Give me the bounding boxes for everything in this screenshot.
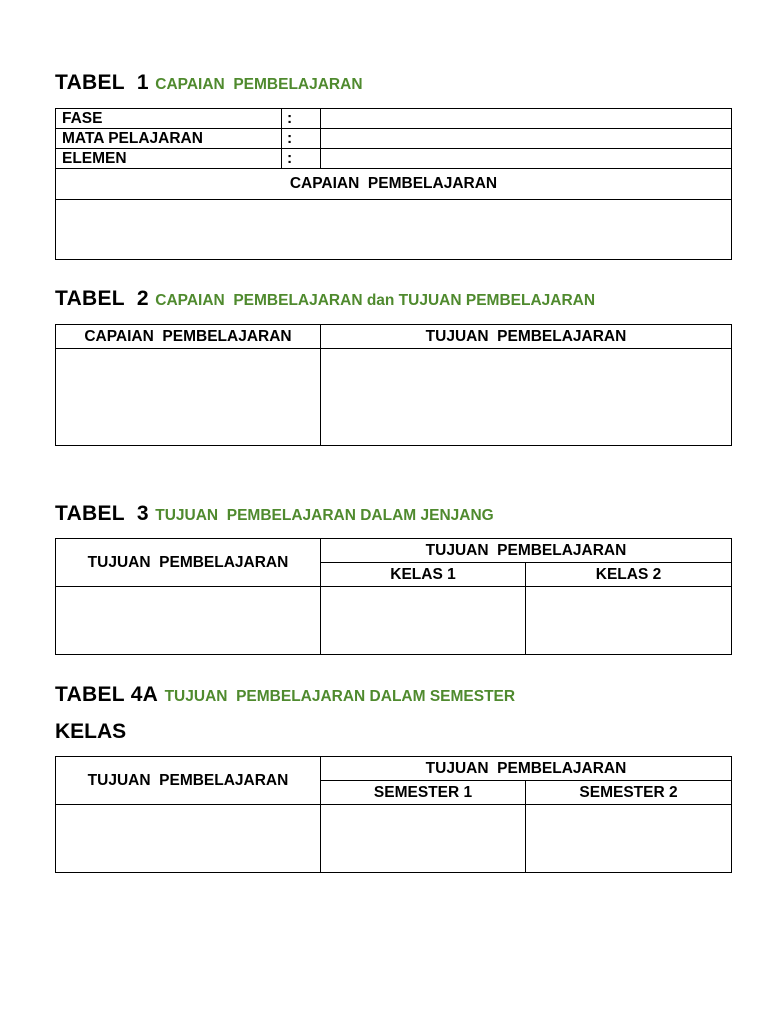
- tujuan-pembelajaran-cell[interactable]: [321, 349, 732, 446]
- kelas-2-header: KELAS 2: [526, 563, 732, 587]
- table-row: [56, 325, 732, 349]
- tabel-4a-label: TABEL 4A: [55, 683, 159, 706]
- semester-1-header: SEMESTER 1: [321, 781, 526, 805]
- semester-2-header: SEMESTER 2: [526, 781, 732, 805]
- fase-value[interactable]: [321, 109, 732, 129]
- table-row: [56, 587, 732, 655]
- tabel-2: [55, 324, 732, 446]
- tabel-1: [55, 108, 732, 260]
- table-row: [56, 200, 732, 260]
- table-row: [56, 169, 732, 200]
- semester-1-cell[interactable]: [321, 805, 526, 873]
- capaian-pembelajaran-cell[interactable]: [56, 349, 321, 446]
- table-row: [56, 349, 732, 446]
- tabel-3: [55, 538, 732, 655]
- table-row: [56, 539, 732, 563]
- tabel-4a-subtitle: TUJUAN PEMBELAJARAN DALAM SEMESTER: [164, 688, 516, 705]
- tabel-1-label: TABEL 1: [55, 71, 149, 94]
- table-row: [56, 149, 732, 169]
- kelas-label: KELAS: [55, 720, 127, 743]
- fase-colon: :: [282, 109, 321, 129]
- mata-pelajaran-colon: :: [282, 129, 321, 149]
- elemen-label: ELEMEN: [56, 149, 282, 169]
- tujuan-pembelajaran-group-header: TUJUAN PEMBELAJARAN: [321, 757, 732, 781]
- tujuan-pembelajaran-row-header: TUJUAN PEMBELAJARAN: [56, 757, 321, 805]
- mata-pelajaran-label: MATA PELAJARAN: [56, 129, 282, 149]
- tabel-3-label: TABEL 3: [55, 502, 149, 525]
- elemen-colon: :: [282, 149, 321, 169]
- table-row: [56, 757, 732, 781]
- fase-label: FASE: [56, 109, 282, 129]
- capaian-header: CAPAIAN PEMBELAJARAN: [56, 169, 732, 200]
- kelas-2-cell[interactable]: [526, 587, 732, 655]
- tujuan-pembelajaran-row-header: TUJUAN PEMBELAJARAN: [56, 539, 321, 587]
- kelas-1-header: KELAS 1: [321, 563, 526, 587]
- tujuan-pembelajaran-cell[interactable]: [56, 587, 321, 655]
- elemen-value[interactable]: [321, 149, 732, 169]
- tabel-2-subtitle: CAPAIAN PEMBELAJARAN dan TUJUAN PEMBELAJARAN: [155, 292, 596, 309]
- capaian-content-cell[interactable]: [56, 200, 732, 260]
- table-row: [56, 129, 732, 149]
- table-row: [56, 109, 732, 129]
- tujuan-pembelajaran-header: TUJUAN PEMBELAJARAN: [321, 325, 732, 349]
- tujuan-pembelajaran-cell[interactable]: [56, 805, 321, 873]
- tabel-2-heading: [55, 287, 595, 311]
- table-row: [56, 805, 732, 873]
- tabel-2-label: TABEL 2: [55, 287, 149, 310]
- semester-2-cell[interactable]: [526, 805, 732, 873]
- tabel-3-heading: [55, 502, 494, 526]
- mata-pelajaran-value[interactable]: [321, 129, 732, 149]
- tabel-1-heading: [55, 71, 363, 95]
- tujuan-pembelajaran-group-header: TUJUAN PEMBELAJARAN: [321, 539, 732, 563]
- capaian-pembelajaran-header: CAPAIAN PEMBELAJARAN: [56, 325, 321, 349]
- tabel-4a: [55, 756, 732, 873]
- tabel-3-subtitle: TUJUAN PEMBELAJARAN DALAM JENJANG: [155, 507, 494, 524]
- kelas-1-cell[interactable]: [321, 587, 526, 655]
- tabel-4a-heading: [55, 683, 515, 707]
- tabel-1-subtitle: CAPAIAN PEMBELAJARAN: [155, 76, 363, 93]
